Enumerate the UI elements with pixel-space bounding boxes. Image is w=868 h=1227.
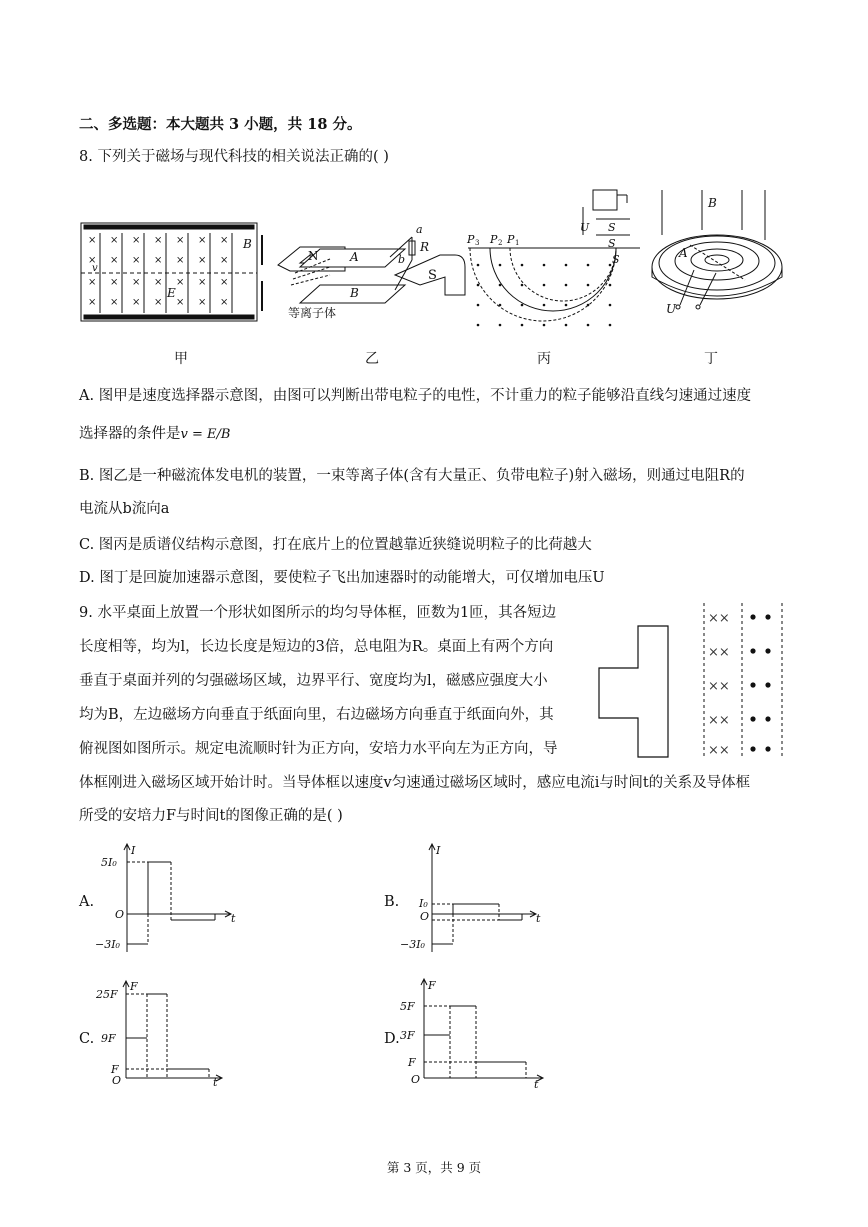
svg-text:×: ×	[88, 297, 97, 308]
yi-label-b: b	[398, 253, 406, 266]
bing-label-U: U	[580, 221, 590, 234]
bing-sub-1: 1	[515, 239, 520, 247]
bing-label-P2: P	[490, 233, 498, 246]
graph-c-top: 25F	[96, 988, 118, 1001]
svg-text:×: ×	[154, 235, 163, 246]
svg-text:×: ×	[198, 235, 207, 246]
yi-label-R: R	[420, 240, 430, 254]
svg-text:××: ××	[708, 743, 730, 758]
q9-line7: 所受的安培力F与时间t的图像正确的是( )	[79, 808, 343, 824]
graph-a-y-label: I	[131, 844, 136, 857]
graph-d-mid: 3F	[400, 1029, 415, 1042]
svg-text:×: ×	[154, 277, 163, 288]
graph-a-top: 5I₀	[101, 856, 117, 869]
graph-b	[397, 840, 547, 960]
q8-option-a-line1: A. 图甲是速度选择器示意图，由图可以判断出带电粒子的电性，不计重力的粒子能够沿直线匀速通过速度	[79, 388, 752, 404]
graph-c-x-label: t	[213, 1076, 218, 1086]
yi-label-plasma: 等离子体	[288, 306, 337, 320]
graph-b-y-label: I	[436, 844, 441, 857]
q8-option-d: D. 图丁是回旋加速器示意图，要使粒子飞出加速器时的动能增大，可仅增加电压U	[79, 570, 605, 586]
q9-line5: 俯视图如图所示。规定电流顺时针为正方向，安培力水平向左为正方向，导	[79, 741, 558, 757]
graph-d-x-label: t	[534, 1078, 539, 1090]
svg-text:×: ×	[176, 235, 185, 246]
svg-text:×: ×	[220, 235, 229, 246]
figure-jia	[81, 223, 262, 321]
graph-b-x-label: t	[536, 912, 541, 925]
svg-text:×: ×	[132, 297, 141, 308]
graph-d	[396, 975, 556, 1090]
q9-line2: 长度相等，均为l，长边长度是短边的3倍，总电阻为R。桌面上有两个方向	[79, 639, 554, 655]
bing-sub-2: 2	[498, 239, 503, 247]
graph-a-origin: O	[115, 908, 125, 921]
svg-text:×: ×	[132, 277, 141, 288]
graph-d-top: 5F	[400, 1000, 415, 1013]
svg-text:×: ×	[176, 277, 185, 288]
svg-text:×: ×	[110, 277, 119, 288]
svg-text:×: ×	[154, 255, 163, 266]
q8-stem: 8. 下列关于磁场与现代科技的相关说法正确的( )	[79, 149, 389, 165]
yi-label-N: N	[308, 249, 319, 263]
graph-c-low: F	[111, 1063, 119, 1076]
svg-text:×: ×	[220, 297, 229, 308]
svg-text:××: ××	[708, 713, 730, 728]
svg-text:××: ××	[708, 611, 730, 626]
svg-text:×: ×	[110, 255, 119, 266]
bing-label-P3: P	[467, 233, 475, 246]
svg-text:×: ×	[198, 297, 207, 308]
svg-text:×: ×	[132, 255, 141, 266]
q9-field-figure	[596, 600, 796, 760]
q9-option-b-label: B.	[384, 894, 400, 910]
svg-text:××: ××	[708, 679, 730, 694]
svg-text:×: ×	[220, 277, 229, 288]
svg-text:×: ×	[220, 255, 229, 266]
jia-label-B: B	[243, 237, 252, 251]
graph-c-mid: 9F	[101, 1032, 116, 1045]
graph-c-y-label: F	[130, 980, 138, 993]
graph-d-y-label: F	[428, 979, 436, 992]
yi-label-a: a	[416, 223, 423, 236]
q8-option-c: C. 图丙是质谱仪结构示意图，打在底片上的位置越靠近狭缝说明粒子的比荷越大	[79, 537, 592, 553]
svg-text:×: ×	[132, 235, 141, 246]
q9-option-c-label: C.	[79, 1031, 95, 1047]
figure-bing	[466, 190, 640, 326]
q9-line4: 均为B，左边磁场方向垂直于纸面向里，右边磁场方向垂直于纸面向外，其	[79, 707, 554, 723]
caption-yi: 乙	[365, 351, 379, 367]
svg-text:×: ×	[110, 297, 119, 308]
svg-text:×: ×	[88, 255, 97, 266]
yi-label-A: A	[350, 250, 359, 264]
graph-a	[95, 840, 245, 960]
q9-line3: 垂直于桌面并列的匀强磁场区域，边界平行、宽度均为l，磁感应强度大小	[79, 673, 548, 689]
svg-text:×: ×	[110, 235, 119, 246]
q9-option-a-label: A.	[79, 894, 95, 910]
svg-text:×: ×	[154, 297, 163, 308]
graph-d-origin: O	[411, 1073, 421, 1086]
svg-text:×: ×	[176, 297, 185, 308]
svg-text:×: ×	[176, 255, 185, 266]
bing-sub-3: 3	[475, 239, 480, 247]
ding-label-U: U	[666, 302, 677, 316]
graph-a-bottom: −3I₀	[95, 938, 120, 951]
section-header: 二、多选题：本大题共 3 小题，共 18 分。	[79, 116, 362, 133]
svg-text:×: ×	[198, 277, 207, 288]
caption-bing: 丙	[537, 351, 551, 367]
svg-text:××: ××	[708, 645, 730, 660]
graph-b-origin: O	[420, 910, 430, 923]
q8-option-a-line2	[79, 424, 230, 445]
caption-ding: 丁	[704, 351, 718, 367]
q9-line6: 体框刚进入磁场区域开始计时。当导体框以速度v匀速通过磁场区域时，感应电流i与时间t的关系及导体框	[79, 775, 751, 791]
bing-label-P1: P	[507, 233, 515, 246]
page-footer: 第 3 页，共 9 页	[386, 1160, 482, 1175]
graph-d-low: F	[408, 1056, 416, 1069]
q8-option-b-line1: B. 图乙是一种磁流体发电机的装置，一束等离子体(含有大量正、负带电粒子)射入磁场，则通过电阻R的	[79, 468, 745, 484]
q8-figures	[0, 185, 868, 365]
q8-option-a-text: 选择器的条件是	[79, 426, 181, 442]
jia-label-v: v	[92, 263, 98, 274]
svg-text:×: ×	[88, 235, 97, 246]
bing-label-S1: S	[608, 221, 616, 234]
q9-line1: 9. 水平桌面上放置一个形状如图所示的均匀导体框，匝数为1匝，其各短边	[79, 605, 557, 621]
figure-ding	[652, 190, 782, 316]
graph-b-top: I₀	[419, 897, 428, 910]
q9-option-d-label: D.	[384, 1031, 400, 1047]
svg-text:×: ×	[198, 255, 207, 266]
graph-c	[93, 976, 243, 1086]
bing-label-S2: S	[608, 237, 616, 250]
ding-label-A: A	[679, 246, 688, 260]
graph-b-bottom: −3I₀	[400, 938, 425, 951]
yi-label-S: S	[428, 268, 437, 283]
q8-option-b-line2: 电流从b流向a	[79, 501, 170, 517]
svg-text:×: ×	[88, 277, 97, 288]
jia-label-E: E	[167, 286, 176, 300]
figure-yi	[278, 223, 465, 320]
ding-label-B: B	[708, 196, 717, 210]
q8-option-a-formula: v = E/B	[180, 427, 231, 442]
bing-label-S3: S	[612, 253, 620, 266]
yi-label-B: B	[350, 286, 359, 300]
graph-a-x-label: t	[231, 912, 236, 925]
graph-c-origin: O	[112, 1074, 122, 1086]
caption-jia: 甲	[174, 351, 188, 367]
